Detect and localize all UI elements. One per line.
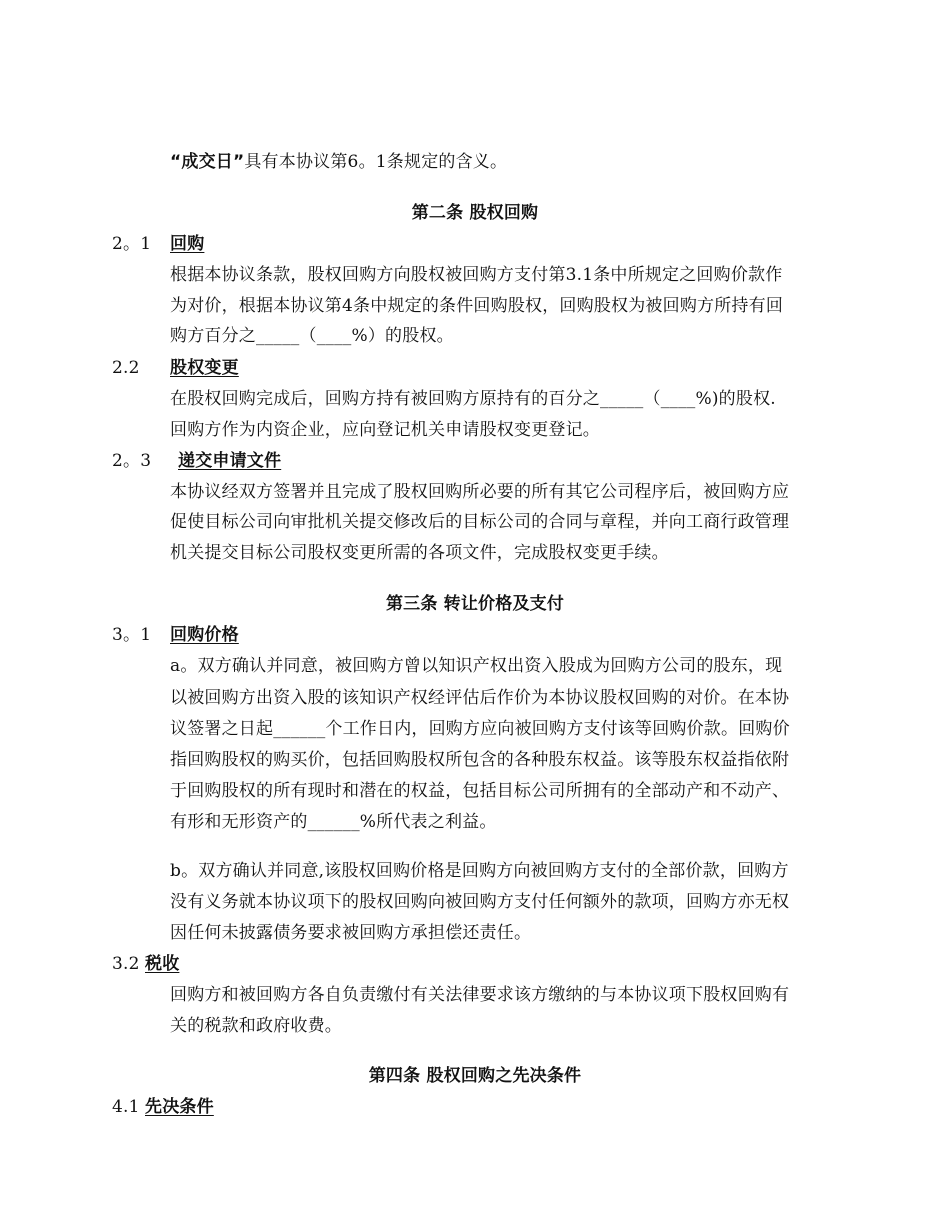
section-3-2-line: 回购方和被回购方各自负责缴付有关法律要求该方缴纳的与本协议项下股权回购有 <box>170 985 790 1005</box>
section-2-2-line: 在股权回购完成后，回购方持有被回购方原持有的百分之_____（____%)的股权. <box>170 389 776 409</box>
section-2-3-number: 2。3 <box>112 451 152 471</box>
section-3-1-a-line: 议签署之日起______个工作日内，回购方应向被回购方支付该等回购价款。回购价 <box>170 719 790 739</box>
article-3-heading: 第三条 转让价格及支付 <box>385 594 565 614</box>
section-2-1-line: 为对价，根据本协议第4条中规定的条件回购股权，回购股权为被回购方所持有回 <box>170 296 784 316</box>
section-3-1-a-line: 于回购股权的所有现时和潜在的权益，包括目标公司所拥有的全部动产和不动产、 <box>170 781 790 801</box>
section-3-1-a-line: a。双方确认并同意，被回购方曾以知识产权出资入股成为回购方公司的股东，现 <box>170 656 783 676</box>
section-2-1-title: 回购 <box>170 234 205 254</box>
section-2-3-line: 机关提交目标公司股权变更所需的各项文件，完成股权变更手续。 <box>170 543 669 563</box>
section-3-1-b-line: b。双方确认并同意,该股权回购价格是回购方向被回购方支付的全部价款，回购方 <box>170 861 789 881</box>
section-2-1-number: 2。1 <box>112 234 152 254</box>
defined-term: “成交日” <box>170 152 245 172</box>
definition-line <box>170 152 507 172</box>
section-2-2-title: 股权变更 <box>170 358 239 378</box>
article-2-heading: 第二条 股权回购 <box>411 203 539 223</box>
article-4-heading: 第四条 股权回购之先决条件 <box>368 1066 582 1086</box>
section-3-1-number: 3。1 <box>112 625 152 645</box>
section-4-1-number: 4.1 <box>112 1097 140 1117</box>
section-2-3-line: 本协议经双方签署并且完成了股权回购所必要的所有其它公司程序后，被回购方应 <box>170 482 790 502</box>
definition-text: 具有本协议第6。1条规定的含义。 <box>244 152 508 172</box>
section-3-1-b-line: 因任何未披露债务要求被回购方承担偿还责任。 <box>170 923 532 943</box>
section-3-1-b-line: 没有义务就本协议项下的股权回购向被回购方支付任何额外的款项，回购方亦无权 <box>170 892 790 912</box>
section-2-2-line: 回购方作为内资企业，应向登记机关申请股权变更登记。 <box>170 420 600 440</box>
section-3-2-number: 3.2 <box>112 954 140 974</box>
section-2-1-line: 购方百分之_____（____%）的股权。 <box>170 326 454 346</box>
section-2-2-number: 2.2 <box>112 358 140 378</box>
section-3-1-a-line: 以被回购方出资入股的该知识产权经评估后作价为本协议股权回购的对价。在本协 <box>170 688 790 708</box>
section-2-3-line: 促使目标公司向审批机关提交修改后的目标公司的合同与章程，并向工商行政管理 <box>170 512 790 532</box>
section-3-2-title: 税收 <box>145 954 180 974</box>
section-3-1-title: 回购价格 <box>170 625 239 645</box>
section-3-2-line: 关的税款和政府收费。 <box>170 1016 342 1036</box>
section-4-1-title: 先决条件 <box>145 1097 214 1117</box>
section-2-3-title: 递交申请文件 <box>178 451 282 471</box>
section-3-1-a-line: 有形和无形资产的______%所代表之利益。 <box>170 812 497 832</box>
section-3-1-a-line: 指回购股权的购买价，包括回购股权所包含的各种股东权益。该等股东权益指依附 <box>170 750 790 770</box>
section-2-1-line: 根据本协议条款，股权回购方向股权被回购方支付第3.1条中所规定之回购价款作 <box>170 265 783 285</box>
